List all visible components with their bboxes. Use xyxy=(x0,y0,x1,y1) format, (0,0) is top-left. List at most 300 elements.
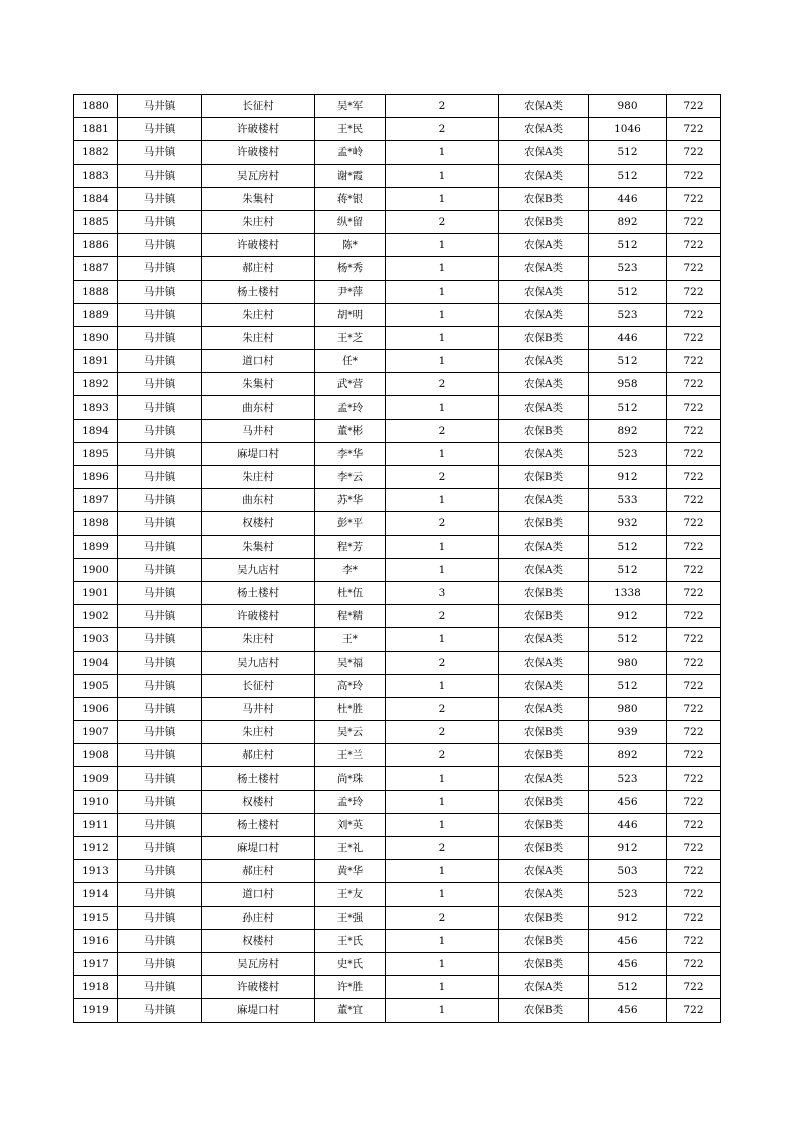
table-row xyxy=(74,210,721,233)
village-cell: 权楼村 xyxy=(202,512,315,535)
household-size-cell: 1 xyxy=(386,883,499,906)
town-cell: 马井镇 xyxy=(118,419,202,442)
amount-cell: 456 xyxy=(589,952,667,975)
standard-cell: 722 xyxy=(667,489,721,512)
standard-cell: 722 xyxy=(667,118,721,141)
category-cell: 农保A类 xyxy=(499,164,589,187)
town-cell: 马井镇 xyxy=(118,837,202,860)
name-cell: 董*宜 xyxy=(315,999,386,1022)
table-row xyxy=(74,999,721,1022)
category-cell: 农保A类 xyxy=(499,860,589,883)
village-cell: 麻堤口村 xyxy=(202,999,315,1022)
household-size-cell: 1 xyxy=(386,790,499,813)
table-row xyxy=(74,373,721,396)
amount-cell: 512 xyxy=(589,280,667,303)
serial-number-cell: 1904 xyxy=(74,651,118,674)
serial-number-cell: 1899 xyxy=(74,535,118,558)
table-row xyxy=(74,558,721,581)
category-cell: 农保A类 xyxy=(499,674,589,697)
category-cell: 农保B类 xyxy=(499,744,589,767)
table-row xyxy=(74,187,721,210)
category-cell: 农保B类 xyxy=(499,721,589,744)
table-row xyxy=(74,141,721,164)
name-cell: 吴*云 xyxy=(315,721,386,744)
standard-cell: 722 xyxy=(667,721,721,744)
town-cell: 马井镇 xyxy=(118,767,202,790)
village-cell: 许破楼村 xyxy=(202,605,315,628)
name-cell: 任* xyxy=(315,350,386,373)
name-cell: 孟*玲 xyxy=(315,396,386,419)
standard-cell: 722 xyxy=(667,744,721,767)
standard-cell: 722 xyxy=(667,95,721,118)
serial-number-cell: 1886 xyxy=(74,234,118,257)
village-cell: 朱庄村 xyxy=(202,326,315,349)
serial-number-cell: 1895 xyxy=(74,442,118,465)
category-cell: 农保A类 xyxy=(499,535,589,558)
amount-cell: 512 xyxy=(589,674,667,697)
village-cell: 道口村 xyxy=(202,350,315,373)
table-row xyxy=(74,419,721,442)
table-row xyxy=(74,442,721,465)
table-row xyxy=(74,697,721,720)
village-cell: 道口村 xyxy=(202,883,315,906)
village-cell: 郝庄村 xyxy=(202,860,315,883)
standard-cell: 722 xyxy=(667,767,721,790)
serial-number-cell: 1889 xyxy=(74,303,118,326)
standard-cell: 722 xyxy=(667,674,721,697)
town-cell: 马井镇 xyxy=(118,581,202,604)
town-cell: 马井镇 xyxy=(118,95,202,118)
town-cell: 马井镇 xyxy=(118,929,202,952)
standard-cell: 722 xyxy=(667,303,721,326)
village-cell: 朱庄村 xyxy=(202,466,315,489)
household-size-cell: 1 xyxy=(386,489,499,512)
table-row xyxy=(74,883,721,906)
table-row xyxy=(74,837,721,860)
town-cell: 马井镇 xyxy=(118,512,202,535)
amount-cell: 523 xyxy=(589,883,667,906)
amount-cell: 512 xyxy=(589,535,667,558)
village-cell: 杨土楼村 xyxy=(202,767,315,790)
name-cell: 董*彬 xyxy=(315,419,386,442)
household-size-cell: 1 xyxy=(386,234,499,257)
name-cell: 程*芳 xyxy=(315,535,386,558)
village-cell: 吴九店村 xyxy=(202,558,315,581)
name-cell: 尹*萍 xyxy=(315,280,386,303)
town-cell: 马井镇 xyxy=(118,790,202,813)
town-cell: 马井镇 xyxy=(118,906,202,929)
serial-number-cell: 1891 xyxy=(74,350,118,373)
town-cell: 马井镇 xyxy=(118,280,202,303)
table-row xyxy=(74,489,721,512)
town-cell: 马井镇 xyxy=(118,535,202,558)
town-cell: 马井镇 xyxy=(118,744,202,767)
amount-cell: 512 xyxy=(589,164,667,187)
category-cell: 农保A类 xyxy=(499,257,589,280)
household-size-cell: 2 xyxy=(386,605,499,628)
village-cell: 杨土楼村 xyxy=(202,280,315,303)
household-size-cell: 1 xyxy=(386,674,499,697)
name-cell: 胡*明 xyxy=(315,303,386,326)
household-size-cell: 2 xyxy=(386,651,499,674)
household-size-cell: 1 xyxy=(386,442,499,465)
table-row xyxy=(74,813,721,836)
name-cell: 杜*胜 xyxy=(315,697,386,720)
village-cell: 朱庄村 xyxy=(202,210,315,233)
household-size-cell: 2 xyxy=(386,721,499,744)
category-cell: 农保B类 xyxy=(499,906,589,929)
amount-cell: 512 xyxy=(589,350,667,373)
household-size-cell: 3 xyxy=(386,581,499,604)
amount-cell: 446 xyxy=(589,187,667,210)
town-cell: 马井镇 xyxy=(118,303,202,326)
standard-cell: 722 xyxy=(667,535,721,558)
category-cell: 农保A类 xyxy=(499,767,589,790)
village-cell: 许破楼村 xyxy=(202,118,315,141)
table-row xyxy=(74,929,721,952)
village-cell: 朱庄村 xyxy=(202,628,315,651)
village-cell: 权楼村 xyxy=(202,790,315,813)
household-size-cell: 2 xyxy=(386,697,499,720)
amount-cell: 512 xyxy=(589,396,667,419)
town-cell: 马井镇 xyxy=(118,373,202,396)
serial-number-cell: 1901 xyxy=(74,581,118,604)
name-cell: 王*氏 xyxy=(315,929,386,952)
village-cell: 郝庄村 xyxy=(202,257,315,280)
serial-number-cell: 1885 xyxy=(74,210,118,233)
category-cell: 农保A类 xyxy=(499,350,589,373)
serial-number-cell: 1888 xyxy=(74,280,118,303)
table-row xyxy=(74,976,721,999)
household-size-cell: 1 xyxy=(386,628,499,651)
amount-cell: 503 xyxy=(589,860,667,883)
category-cell: 农保A类 xyxy=(499,489,589,512)
table-row xyxy=(74,118,721,141)
village-cell: 吴瓦房村 xyxy=(202,952,315,975)
name-cell: 武*营 xyxy=(315,373,386,396)
table-row xyxy=(74,628,721,651)
town-cell: 马井镇 xyxy=(118,952,202,975)
standard-cell: 722 xyxy=(667,999,721,1022)
standard-cell: 722 xyxy=(667,234,721,257)
name-cell: 程*精 xyxy=(315,605,386,628)
category-cell: 农保B类 xyxy=(499,952,589,975)
amount-cell: 456 xyxy=(589,929,667,952)
table-row xyxy=(74,350,721,373)
serial-number-cell: 1916 xyxy=(74,929,118,952)
town-cell: 马井镇 xyxy=(118,605,202,628)
standard-cell: 722 xyxy=(667,558,721,581)
name-cell: 杜*伍 xyxy=(315,581,386,604)
category-cell: 农保B类 xyxy=(499,929,589,952)
category-cell: 农保A类 xyxy=(499,303,589,326)
amount-cell: 523 xyxy=(589,303,667,326)
town-cell: 马井镇 xyxy=(118,489,202,512)
serial-number-cell: 1915 xyxy=(74,906,118,929)
serial-number-cell: 1892 xyxy=(74,373,118,396)
serial-number-cell: 1905 xyxy=(74,674,118,697)
town-cell: 马井镇 xyxy=(118,999,202,1022)
amount-cell: 533 xyxy=(589,489,667,512)
name-cell: 蒋*银 xyxy=(315,187,386,210)
standard-cell: 722 xyxy=(667,837,721,860)
standard-cell: 722 xyxy=(667,813,721,836)
table-row xyxy=(74,605,721,628)
records-body xyxy=(74,95,721,1023)
household-size-cell: 1 xyxy=(386,767,499,790)
standard-cell: 722 xyxy=(667,581,721,604)
household-size-cell: 1 xyxy=(386,558,499,581)
standard-cell: 722 xyxy=(667,373,721,396)
serial-number-cell: 1894 xyxy=(74,419,118,442)
standard-cell: 722 xyxy=(667,350,721,373)
serial-number-cell: 1898 xyxy=(74,512,118,535)
category-cell: 农保A类 xyxy=(499,883,589,906)
name-cell: 李*云 xyxy=(315,466,386,489)
village-cell: 曲东村 xyxy=(202,396,315,419)
serial-number-cell: 1896 xyxy=(74,466,118,489)
serial-number-cell: 1919 xyxy=(74,999,118,1022)
records-table xyxy=(73,94,721,1023)
amount-cell: 446 xyxy=(589,326,667,349)
household-size-cell: 1 xyxy=(386,303,499,326)
category-cell: 农保B类 xyxy=(499,466,589,489)
name-cell: 尚*珠 xyxy=(315,767,386,790)
standard-cell: 722 xyxy=(667,419,721,442)
village-cell: 麻堤口村 xyxy=(202,837,315,860)
household-size-cell: 2 xyxy=(386,95,499,118)
category-cell: 农保B类 xyxy=(499,512,589,535)
serial-number-cell: 1911 xyxy=(74,813,118,836)
standard-cell: 722 xyxy=(667,326,721,349)
town-cell: 马井镇 xyxy=(118,350,202,373)
serial-number-cell: 1906 xyxy=(74,697,118,720)
serial-number-cell: 1890 xyxy=(74,326,118,349)
standard-cell: 722 xyxy=(667,860,721,883)
name-cell: 高*玲 xyxy=(315,674,386,697)
amount-cell: 939 xyxy=(589,721,667,744)
household-size-cell: 2 xyxy=(386,419,499,442)
category-cell: 农保A类 xyxy=(499,373,589,396)
town-cell: 马井镇 xyxy=(118,141,202,164)
household-size-cell: 1 xyxy=(386,280,499,303)
town-cell: 马井镇 xyxy=(118,697,202,720)
household-size-cell: 1 xyxy=(386,187,499,210)
household-size-cell: 1 xyxy=(386,860,499,883)
standard-cell: 722 xyxy=(667,396,721,419)
category-cell: 农保B类 xyxy=(499,581,589,604)
category-cell: 农保A类 xyxy=(499,141,589,164)
name-cell: 苏*华 xyxy=(315,489,386,512)
table-row xyxy=(74,581,721,604)
serial-number-cell: 1913 xyxy=(74,860,118,883)
name-cell: 陈* xyxy=(315,234,386,257)
name-cell: 彭*平 xyxy=(315,512,386,535)
town-cell: 马井镇 xyxy=(118,628,202,651)
category-cell: 农保B类 xyxy=(499,605,589,628)
serial-number-cell: 1917 xyxy=(74,952,118,975)
amount-cell: 912 xyxy=(589,466,667,489)
name-cell: 杨*秀 xyxy=(315,257,386,280)
town-cell: 马井镇 xyxy=(118,187,202,210)
name-cell: 吴*军 xyxy=(315,95,386,118)
town-cell: 马井镇 xyxy=(118,813,202,836)
household-size-cell: 1 xyxy=(386,164,499,187)
amount-cell: 512 xyxy=(589,976,667,999)
name-cell: 孟*岭 xyxy=(315,141,386,164)
standard-cell: 722 xyxy=(667,442,721,465)
town-cell: 马井镇 xyxy=(118,674,202,697)
category-cell: 农保A类 xyxy=(499,651,589,674)
name-cell: 黄*华 xyxy=(315,860,386,883)
serial-number-cell: 1909 xyxy=(74,767,118,790)
town-cell: 马井镇 xyxy=(118,651,202,674)
town-cell: 马井镇 xyxy=(118,164,202,187)
standard-cell: 722 xyxy=(667,466,721,489)
serial-number-cell: 1884 xyxy=(74,187,118,210)
serial-number-cell: 1908 xyxy=(74,744,118,767)
amount-cell: 912 xyxy=(589,837,667,860)
amount-cell: 980 xyxy=(589,95,667,118)
serial-number-cell: 1914 xyxy=(74,883,118,906)
household-size-cell: 2 xyxy=(386,744,499,767)
village-cell: 杨土楼村 xyxy=(202,581,315,604)
serial-number-cell: 1912 xyxy=(74,837,118,860)
household-size-cell: 2 xyxy=(386,466,499,489)
name-cell: 王*芝 xyxy=(315,326,386,349)
household-size-cell: 1 xyxy=(386,141,499,164)
village-cell: 曲东村 xyxy=(202,489,315,512)
category-cell: 农保B类 xyxy=(499,999,589,1022)
category-cell: 农保A类 xyxy=(499,976,589,999)
amount-cell: 1046 xyxy=(589,118,667,141)
village-cell: 孙庄村 xyxy=(202,906,315,929)
village-cell: 郝庄村 xyxy=(202,744,315,767)
village-cell: 许破楼村 xyxy=(202,234,315,257)
standard-cell: 722 xyxy=(667,164,721,187)
category-cell: 农保A类 xyxy=(499,234,589,257)
table-row xyxy=(74,164,721,187)
town-cell: 马井镇 xyxy=(118,442,202,465)
category-cell: 农保A类 xyxy=(499,697,589,720)
category-cell: 农保A类 xyxy=(499,280,589,303)
table-row xyxy=(74,234,721,257)
name-cell: 纵*留 xyxy=(315,210,386,233)
amount-cell: 892 xyxy=(589,210,667,233)
village-cell: 杨土楼村 xyxy=(202,813,315,836)
category-cell: 农保A类 xyxy=(499,628,589,651)
village-cell: 许破楼村 xyxy=(202,141,315,164)
category-cell: 农保A类 xyxy=(499,95,589,118)
table-row xyxy=(74,674,721,697)
serial-number-cell: 1882 xyxy=(74,141,118,164)
serial-number-cell: 1887 xyxy=(74,257,118,280)
name-cell: 王*民 xyxy=(315,118,386,141)
household-size-cell: 2 xyxy=(386,118,499,141)
name-cell: 孟*玲 xyxy=(315,790,386,813)
standard-cell: 722 xyxy=(667,605,721,628)
village-cell: 长征村 xyxy=(202,674,315,697)
amount-cell: 523 xyxy=(589,767,667,790)
town-cell: 马井镇 xyxy=(118,326,202,349)
name-cell: 史*氏 xyxy=(315,952,386,975)
town-cell: 马井镇 xyxy=(118,976,202,999)
table-row xyxy=(74,790,721,813)
household-size-cell: 2 xyxy=(386,837,499,860)
name-cell: 王*强 xyxy=(315,906,386,929)
amount-cell: 512 xyxy=(589,141,667,164)
village-cell: 吴瓦房村 xyxy=(202,164,315,187)
table-row xyxy=(74,512,721,535)
household-size-cell: 2 xyxy=(386,512,499,535)
standard-cell: 722 xyxy=(667,976,721,999)
town-cell: 马井镇 xyxy=(118,210,202,233)
category-cell: 农保B类 xyxy=(499,837,589,860)
name-cell: 王* xyxy=(315,628,386,651)
amount-cell: 1338 xyxy=(589,581,667,604)
category-cell: 农保A类 xyxy=(499,558,589,581)
town-cell: 马井镇 xyxy=(118,860,202,883)
name-cell: 王*友 xyxy=(315,883,386,906)
town-cell: 马井镇 xyxy=(118,883,202,906)
amount-cell: 912 xyxy=(589,906,667,929)
table-row xyxy=(74,906,721,929)
table-row xyxy=(74,744,721,767)
table-row xyxy=(74,651,721,674)
category-cell: 农保A类 xyxy=(499,396,589,419)
village-cell: 吴九店村 xyxy=(202,651,315,674)
category-cell: 农保B类 xyxy=(499,813,589,836)
standard-cell: 722 xyxy=(667,790,721,813)
town-cell: 马井镇 xyxy=(118,118,202,141)
serial-number-cell: 1903 xyxy=(74,628,118,651)
table-row xyxy=(74,280,721,303)
amount-cell: 456 xyxy=(589,999,667,1022)
household-size-cell: 1 xyxy=(386,952,499,975)
village-cell: 权楼村 xyxy=(202,929,315,952)
village-cell: 朱集村 xyxy=(202,535,315,558)
name-cell: 吴*福 xyxy=(315,651,386,674)
village-cell: 朱集村 xyxy=(202,373,315,396)
serial-number-cell: 1918 xyxy=(74,976,118,999)
amount-cell: 892 xyxy=(589,744,667,767)
amount-cell: 512 xyxy=(589,628,667,651)
standard-cell: 722 xyxy=(667,257,721,280)
serial-number-cell: 1902 xyxy=(74,605,118,628)
town-cell: 马井镇 xyxy=(118,396,202,419)
table-row xyxy=(74,952,721,975)
amount-cell: 512 xyxy=(589,234,667,257)
table-row xyxy=(74,326,721,349)
name-cell: 王*兰 xyxy=(315,744,386,767)
amount-cell: 456 xyxy=(589,790,667,813)
amount-cell: 958 xyxy=(589,373,667,396)
category-cell: 农保B类 xyxy=(499,419,589,442)
amount-cell: 932 xyxy=(589,512,667,535)
household-size-cell: 2 xyxy=(386,906,499,929)
amount-cell: 912 xyxy=(589,605,667,628)
village-cell: 马井村 xyxy=(202,419,315,442)
household-size-cell: 1 xyxy=(386,257,499,280)
standard-cell: 722 xyxy=(667,906,721,929)
category-cell: 农保A类 xyxy=(499,442,589,465)
table-row xyxy=(74,257,721,280)
standard-cell: 722 xyxy=(667,512,721,535)
amount-cell: 512 xyxy=(589,558,667,581)
name-cell: 许*胜 xyxy=(315,976,386,999)
household-size-cell: 1 xyxy=(386,396,499,419)
standard-cell: 722 xyxy=(667,929,721,952)
